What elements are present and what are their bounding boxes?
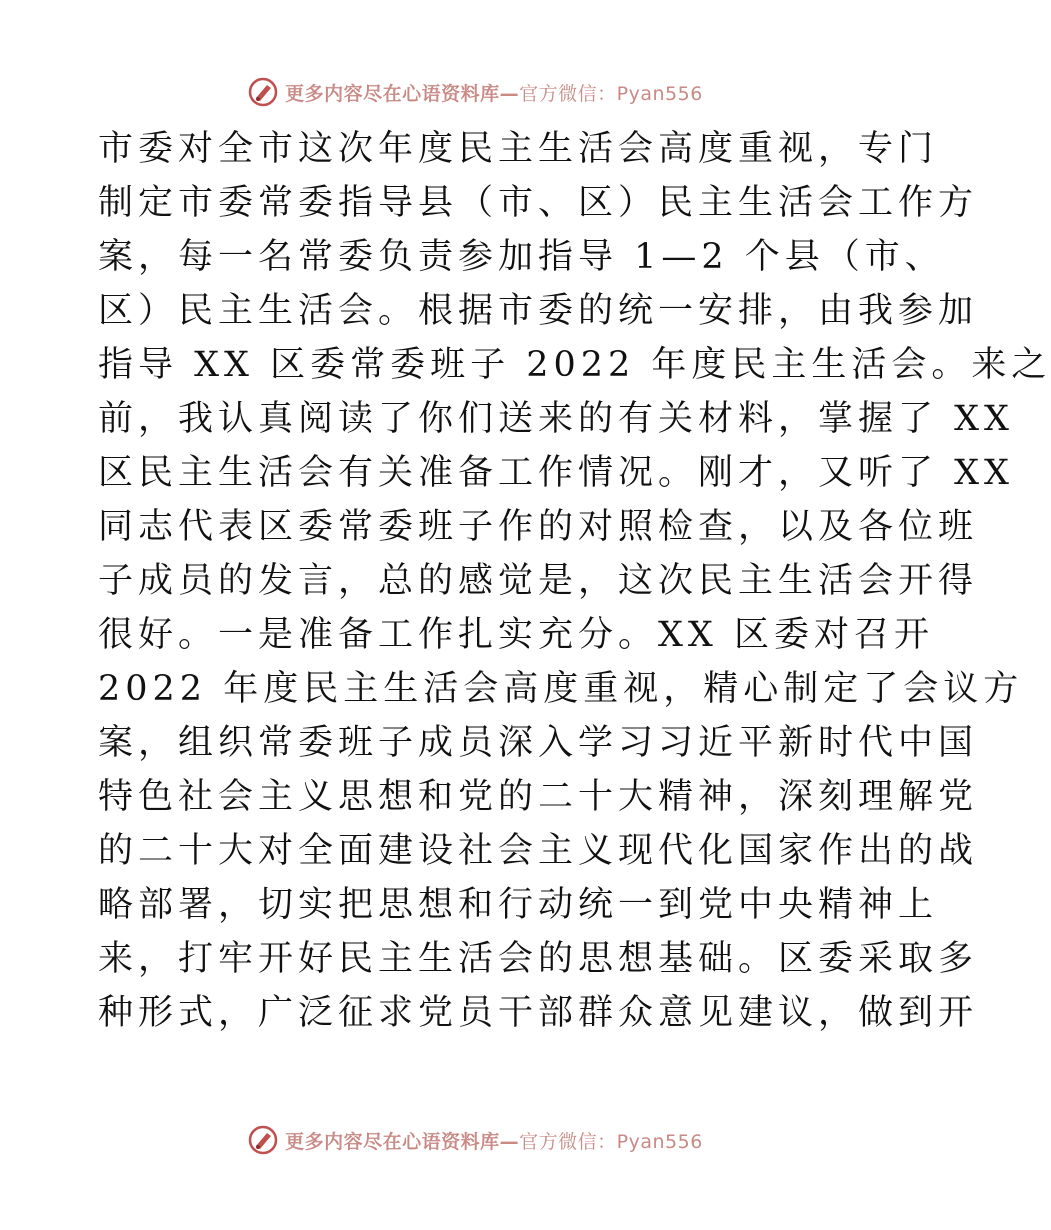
body-text-line: 前，我认真阅读了你们送来的有关材料，掌握了 XX xyxy=(98,399,1014,439)
footer-separator: — xyxy=(499,1130,520,1153)
footer-watermark xyxy=(0,1120,950,1160)
header-main-text: 更多内容尽在心语资料库 xyxy=(285,82,500,105)
body-text-line: 略部署，切实把思想和行动统一到党中央精神上 xyxy=(98,885,939,925)
header-contact: 官方微信：Pyan556 xyxy=(519,82,703,105)
header-watermark-text xyxy=(285,79,703,106)
body-text-line: 种形式，广泛征求党员干部群众意见建议，做到开 xyxy=(98,993,979,1033)
body-text-line: 案，组织常委班子成员深入学习习近平新时代中国 xyxy=(98,723,979,763)
body-text-line: 来，打牢开好民主生活会的思想基础。区委采取多 xyxy=(98,939,979,979)
body-text-line: 制定市委常委指导县（市、区）民主生活会工作方 xyxy=(98,183,979,223)
body-text-line: 的二十大对全面建设社会主义现代化国家作出的战 xyxy=(98,831,979,871)
footer-contact: 官方微信：Pyan556 xyxy=(519,1130,703,1153)
body-text-line: 很好。一是准备工作扎实充分。XX 区委对召开 xyxy=(98,615,934,655)
body-text-line: 区）民主生活会。根据市委的统一安排，由我参加 xyxy=(98,291,979,331)
body-text-line: 子成员的发言，总的感觉是，这次民主生活会开得 xyxy=(98,561,979,601)
header-watermark xyxy=(0,72,950,112)
pen-circle-logo-icon xyxy=(247,76,279,108)
body-text-line: 特色社会主义思想和党的二十大精神，深刻理解党 xyxy=(98,777,979,817)
document-body xyxy=(98,122,1051,1040)
body-text-line: 2022 年度民主生活会高度重视，精心制定了会议方 xyxy=(98,669,1024,709)
body-text-line: 案，每一名常委负责参加指导 1—2 个县（市、 xyxy=(98,237,945,277)
body-text-line: 指导 XX 区委常委班子 2022 年度民主生活会。来之 xyxy=(98,345,1051,385)
body-text-line: 区民主生活会有关准备工作情况。刚才，又听了 XX xyxy=(98,453,1014,493)
footer-main-text: 更多内容尽在心语资料库 xyxy=(285,1130,500,1153)
header-separator: — xyxy=(499,82,520,105)
pen-circle-logo-icon xyxy=(247,1124,279,1156)
footer-watermark-text xyxy=(285,1127,703,1154)
body-text-line: 同志代表区委常委班子作的对照检查，以及各位班 xyxy=(98,507,979,547)
body-text-line: 市委对全市这次年度民主生活会高度重视，专门 xyxy=(98,129,939,169)
